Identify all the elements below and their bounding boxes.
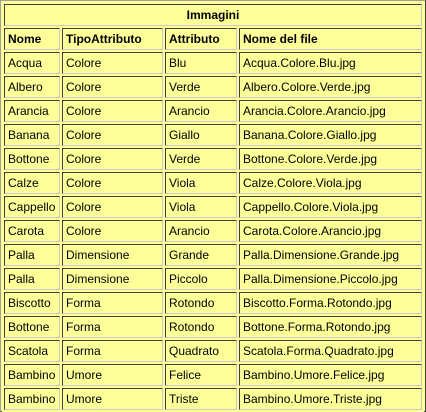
cell-tipo-attributo: Colore [62, 148, 163, 170]
cell-nome-del-file: Albero.Colore.Verde.jpg [239, 76, 422, 98]
cell-nome: Calze [4, 172, 60, 194]
cell-nome-del-file: Arancia.Colore.Arancio.jpg [239, 100, 422, 122]
cell-nome-del-file: Palla.Dimensione.Grande.jpg [239, 244, 422, 266]
table-header-row [4, 28, 422, 50]
cell-tipo-attributo: Forma [62, 316, 163, 338]
table-row [4, 52, 422, 74]
table-row [4, 388, 422, 410]
table-row [4, 76, 422, 98]
cell-attributo: Rotondo [165, 292, 237, 314]
cell-nome-del-file: Cappello.Colore.Viola.jpg [239, 196, 422, 218]
cell-tipo-attributo: Colore [62, 196, 163, 218]
cell-attributo: Felice [165, 364, 237, 386]
cell-nome-del-file: Palla.Dimensione.Piccolo.jpg [239, 268, 422, 290]
cell-attributo: Viola [165, 196, 237, 218]
cell-nome: Cappello [4, 196, 60, 218]
cell-tipo-attributo: Colore [62, 52, 163, 74]
cell-tipo-attributo: Colore [62, 220, 163, 242]
cell-nome: Arancia [4, 100, 60, 122]
cell-attributo: Piccolo [165, 268, 237, 290]
cell-nome-del-file: Banana.Colore.Giallo.jpg [239, 124, 422, 146]
cell-nome: Scatola [4, 340, 60, 362]
column-header-nome: Nome [4, 28, 60, 50]
cell-attributo: Arancio [165, 100, 237, 122]
cell-attributo: Verde [165, 148, 237, 170]
table-row [4, 220, 422, 242]
table-row [4, 292, 422, 314]
table-title: Immagini [4, 4, 422, 26]
cell-attributo: Quadrato [165, 340, 237, 362]
column-header-attributo: Attributo [165, 28, 237, 50]
cell-nome-del-file: Biscotto.Forma.Rotondo.jpg [239, 292, 422, 314]
cell-tipo-attributo: Dimensione [62, 268, 163, 290]
table-row [4, 268, 422, 290]
cell-attributo: Arancio [165, 220, 237, 242]
cell-nome: Banana [4, 124, 60, 146]
cell-nome-del-file: Carota.Colore.Arancio.jpg [239, 220, 422, 242]
cell-tipo-attributo: Umore [62, 388, 163, 410]
cell-nome: Biscotto [4, 292, 60, 314]
column-header-tipo-attributo: TipoAttributo [62, 28, 163, 50]
cell-nome: Palla [4, 268, 60, 290]
column-header-nome-del-file: Nome del file [239, 28, 422, 50]
cell-nome: Bambino [4, 388, 60, 410]
cell-tipo-attributo: Forma [62, 292, 163, 314]
table-row [4, 124, 422, 146]
table-row [4, 340, 422, 362]
cell-tipo-attributo: Umore [62, 364, 163, 386]
cell-nome-del-file: Bottone.Forma.Rotondo.jpg [239, 316, 422, 338]
cell-attributo: Verde [165, 76, 237, 98]
cell-tipo-attributo: Forma [62, 340, 163, 362]
table-row [4, 196, 422, 218]
table-row [4, 100, 422, 122]
cell-tipo-attributo: Colore [62, 100, 163, 122]
cell-nome: Palla [4, 244, 60, 266]
cell-attributo: Viola [165, 172, 237, 194]
cell-nome-del-file: Bottone.Colore.Verde.jpg [239, 148, 422, 170]
cell-nome-del-file: Scatola.Forma.Quadrato.jpg [239, 340, 422, 362]
cell-tipo-attributo: Dimensione [62, 244, 163, 266]
cell-nome: Bottone [4, 316, 60, 338]
table-row [4, 244, 422, 266]
cell-nome: Bambino [4, 364, 60, 386]
cell-tipo-attributo: Colore [62, 76, 163, 98]
table-caption-row [4, 4, 422, 26]
cell-attributo: Triste [165, 388, 237, 410]
table-row [4, 316, 422, 338]
cell-tipo-attributo: Colore [62, 124, 163, 146]
cell-nome: Bottone [4, 148, 60, 170]
table-row [4, 148, 422, 170]
cell-tipo-attributo: Colore [62, 172, 163, 194]
images-table [2, 2, 424, 412]
cell-nome-del-file: Bambino.Umore.Triste.jpg [239, 388, 422, 410]
cell-nome: Acqua [4, 52, 60, 74]
cell-nome-del-file: Bambino.Umore.Felice.jpg [239, 364, 422, 386]
cell-nome-del-file: Acqua.Colore.Blu.jpg [239, 52, 422, 74]
table-row [4, 364, 422, 386]
cell-attributo: Giallo [165, 124, 237, 146]
cell-attributo: Grande [165, 244, 237, 266]
cell-nome: Albero [4, 76, 60, 98]
cell-nome: Carota [4, 220, 60, 242]
cell-attributo: Blu [165, 52, 237, 74]
cell-attributo: Rotondo [165, 316, 237, 338]
cell-nome-del-file: Calze.Colore.Viola.jpg [239, 172, 422, 194]
table-row [4, 172, 422, 194]
